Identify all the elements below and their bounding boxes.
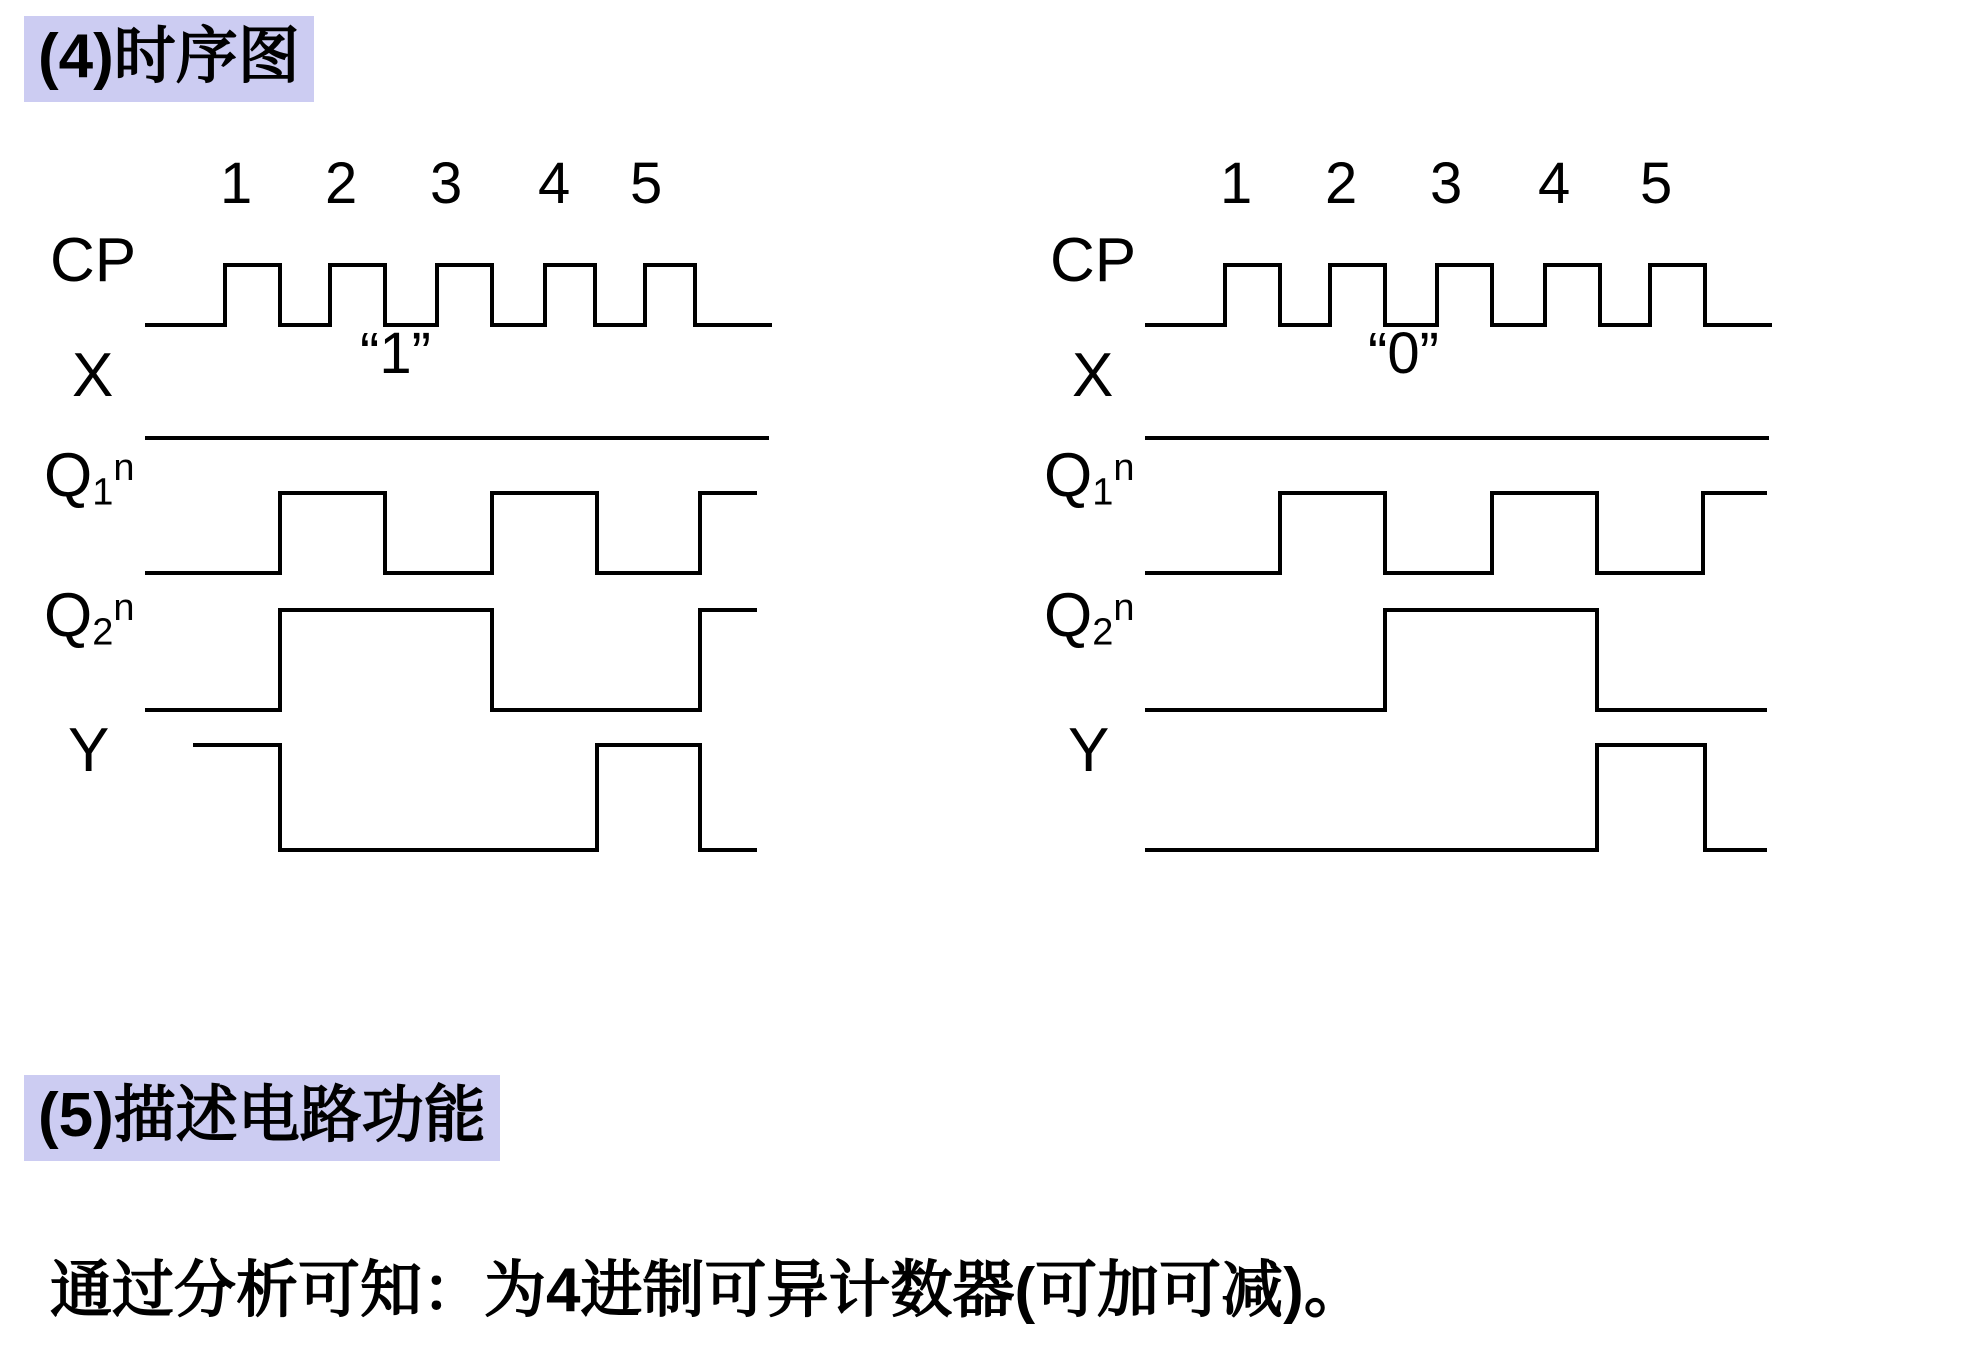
waveform-group-x0 — [1145, 210, 1925, 860]
pulse-number-5: 5 — [630, 151, 663, 216]
pulse-number-4: 4 — [1538, 151, 1571, 216]
waveform-q1 — [145, 493, 755, 573]
q2-superscript: n — [1113, 587, 1135, 630]
waveform-group-x1 — [145, 210, 905, 860]
pulse-number-3: 3 — [1430, 151, 1463, 216]
x-level-tag: “0” — [1368, 321, 1439, 386]
pulse-number-5: 5 — [1640, 151, 1673, 216]
signal-label-cp: CP — [1050, 226, 1137, 295]
waveform-y — [195, 745, 755, 850]
q1-superscript: n — [113, 447, 135, 490]
pulse-number-4: 4 — [538, 151, 571, 216]
pulse-number-1: 1 — [1220, 151, 1253, 216]
signal-label-y: Y — [1068, 716, 1110, 785]
pulse-number-2: 2 — [325, 151, 358, 216]
q2-subscript: 2 — [92, 611, 114, 654]
section-heading-circuit-function: (5)描述电路功能 — [24, 1075, 500, 1161]
waveform-cp — [1145, 265, 1770, 325]
signal-label-x: X — [1072, 341, 1114, 410]
signal-label-x: X — [72, 341, 114, 410]
pulse-number-3: 3 — [430, 151, 463, 216]
pulse-number-2: 2 — [1325, 151, 1358, 216]
waveform-cp — [145, 265, 770, 325]
pulse-number-1: 1 — [220, 151, 253, 216]
q1-superscript: n — [1113, 447, 1135, 490]
waveform-q1 — [1145, 493, 1765, 573]
conclusion-text: 通过分析可知：为4进制可异计数器(可加可减)。 — [50, 1256, 1366, 1325]
waveform-q2 — [145, 610, 755, 710]
signal-label-q1 — [1044, 440, 1135, 514]
signal-label-q2 — [44, 580, 135, 654]
x-level-tag: “1” — [360, 321, 431, 386]
waveform-y — [1145, 745, 1765, 850]
q1-subscript: 1 — [92, 471, 114, 514]
q2-superscript: n — [113, 587, 135, 630]
q2-base: Q — [44, 581, 93, 650]
q1-subscript: 1 — [1092, 471, 1114, 514]
signal-label-y: Y — [68, 716, 110, 785]
signal-label-cp: CP — [50, 226, 137, 295]
signal-label-q1 — [44, 440, 135, 514]
q1-base: Q — [44, 441, 93, 510]
q1-base: Q — [1044, 441, 1093, 510]
waveform-q2 — [1145, 610, 1765, 710]
signal-label-q2 — [1044, 580, 1135, 654]
q2-base: Q — [1044, 581, 1093, 650]
section-heading-timing-diagram: (4)时序图 — [24, 16, 314, 102]
q2-subscript: 2 — [1092, 611, 1114, 654]
